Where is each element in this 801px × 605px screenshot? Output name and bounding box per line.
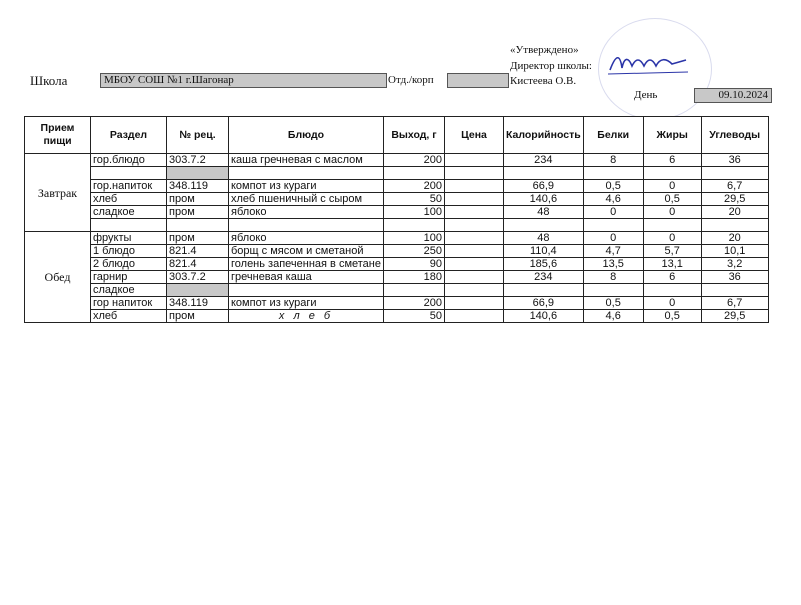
cell-rec: пром	[167, 310, 229, 323]
table-row	[25, 193, 769, 206]
cell-kcal: 234	[503, 154, 583, 167]
cell-rec: пром	[167, 193, 229, 206]
cell-kcal	[503, 167, 583, 180]
date-field[interactable]: 09.10.2024	[694, 88, 772, 103]
cell-fat: 6	[643, 271, 701, 284]
table-row	[25, 154, 769, 167]
table-row	[25, 258, 769, 271]
cell-protein: 0	[583, 232, 643, 245]
cell-yield	[383, 219, 444, 232]
cell-protein: 8	[583, 271, 643, 284]
col-header-protein: Белки	[583, 117, 643, 154]
cell-yield: 50	[383, 193, 444, 206]
cell-carbs: 10,1	[701, 245, 768, 258]
cell-protein: 0	[583, 206, 643, 219]
signature-icon	[606, 50, 690, 78]
cell-rec: пром	[167, 232, 229, 245]
col-header-kcal: Калорийность	[503, 117, 583, 154]
cell-yield: 250	[383, 245, 444, 258]
cell-section: хлеб	[91, 193, 167, 206]
cell-dish: компот из кураги	[229, 297, 384, 310]
col-header-meal: Прием пищи	[25, 117, 91, 154]
cell-fat: 0,5	[643, 310, 701, 323]
cell-protein	[583, 284, 643, 297]
cell-price	[444, 284, 503, 297]
cell-fat: 6	[643, 154, 701, 167]
table-row	[25, 297, 769, 310]
cell-kcal: 66,9	[503, 180, 583, 193]
cell-dish: голень запеченная в сметане	[229, 258, 384, 271]
cell-fat: 0,5	[643, 193, 701, 206]
table-row	[25, 284, 769, 297]
cell-kcal: 140,6	[503, 193, 583, 206]
cell-protein: 13,5	[583, 258, 643, 271]
cell-kcal: 140,6	[503, 310, 583, 323]
cell-kcal: 185,6	[503, 258, 583, 271]
cell-yield	[383, 167, 444, 180]
cell-fat: 0	[643, 180, 701, 193]
cell-price	[444, 271, 503, 284]
cell-price	[444, 297, 503, 310]
cell-fat	[643, 219, 701, 232]
cell-kcal: 48	[503, 206, 583, 219]
cell-kcal: 66,9	[503, 297, 583, 310]
cell-yield: 180	[383, 271, 444, 284]
cell-yield: 200	[383, 154, 444, 167]
cell-fat: 0	[643, 297, 701, 310]
cell-protein: 4,6	[583, 193, 643, 206]
cell-yield: 100	[383, 206, 444, 219]
cell-section	[91, 219, 167, 232]
col-header-carbs: Углеводы	[701, 117, 768, 154]
cell-dish: яблоко	[229, 206, 384, 219]
cell-carbs	[701, 219, 768, 232]
cell-price	[444, 232, 503, 245]
meal-breakfast: Завтрак	[25, 154, 91, 232]
cell-yield: 200	[383, 297, 444, 310]
cell-section: фрукты	[91, 232, 167, 245]
col-header-section: Раздел	[91, 117, 167, 154]
cell-price	[444, 258, 503, 271]
col-header-price: Цена	[444, 117, 503, 154]
cell-rec	[167, 167, 229, 180]
table-row	[25, 219, 769, 232]
cell-section	[91, 167, 167, 180]
cell-kcal: 110,4	[503, 245, 583, 258]
cell-fat: 13,1	[643, 258, 701, 271]
cell-rec: пром	[167, 206, 229, 219]
table-row	[25, 245, 769, 258]
cell-yield: 50	[383, 310, 444, 323]
cell-section: гор.напиток	[91, 180, 167, 193]
cell-kcal	[503, 284, 583, 297]
cell-fat: 0	[643, 206, 701, 219]
cell-price	[444, 167, 503, 180]
cell-dish: хлеб пшеничный с сыром	[229, 193, 384, 206]
menu-table	[24, 116, 769, 323]
dept-field[interactable]	[447, 73, 509, 88]
cell-dish	[229, 284, 384, 297]
cell-protein	[583, 219, 643, 232]
cell-dish: компот из кураги	[229, 180, 384, 193]
cell-carbs: 36	[701, 154, 768, 167]
table-row	[25, 310, 769, 323]
cell-fat	[643, 167, 701, 180]
table-row	[25, 206, 769, 219]
table-row	[25, 271, 769, 284]
cell-protein: 0,5	[583, 297, 643, 310]
school-label: Школа	[30, 73, 68, 88]
cell-rec: 303.7.2	[167, 271, 229, 284]
school-name-field[interactable]: МБОУ СОШ №1 г.Шагонар	[100, 73, 387, 88]
cell-rec: 303.7.2	[167, 154, 229, 167]
cell-carbs: 20	[701, 206, 768, 219]
director-name: Кистеева О.В.	[510, 75, 577, 87]
col-header-fat: Жиры	[643, 117, 701, 154]
director-label: Директор школы:	[510, 60, 592, 72]
col-header-recipe: № рец.	[167, 117, 229, 154]
cell-kcal: 234	[503, 271, 583, 284]
table-row	[25, 180, 769, 193]
cell-rec	[167, 219, 229, 232]
cell-carbs	[701, 167, 768, 180]
cell-yield: 200	[383, 180, 444, 193]
cell-section: 1 блюдо	[91, 245, 167, 258]
cell-dish: борщ с мясом и сметаной	[229, 245, 384, 258]
cell-carbs: 36	[701, 271, 768, 284]
cell-section: гор напиток	[91, 297, 167, 310]
cell-carbs: 29,5	[701, 310, 768, 323]
table-row	[25, 232, 769, 245]
cell-dish: яблоко	[229, 232, 384, 245]
cell-protein	[583, 167, 643, 180]
cell-carbs: 3,2	[701, 258, 768, 271]
cell-dish	[229, 219, 384, 232]
cell-section: сладкое	[91, 284, 167, 297]
cell-yield	[383, 284, 444, 297]
cell-fat: 5,7	[643, 245, 701, 258]
cell-price	[444, 245, 503, 258]
approved-label: «Утверждено»	[510, 44, 579, 56]
cell-kcal: 48	[503, 232, 583, 245]
day-label: День	[634, 89, 658, 101]
cell-price	[444, 193, 503, 206]
cell-kcal	[503, 219, 583, 232]
cell-rec: 348.119	[167, 180, 229, 193]
table-header-row	[25, 117, 769, 154]
cell-dish: х л е б	[229, 310, 384, 323]
meal-lunch: Обед	[25, 232, 91, 323]
cell-fat: 0	[643, 232, 701, 245]
cell-rec: 348.119	[167, 297, 229, 310]
col-header-yield: Выход, г	[383, 117, 444, 154]
cell-section: гор.блюдо	[91, 154, 167, 167]
cell-section: хлеб	[91, 310, 167, 323]
cell-yield: 100	[383, 232, 444, 245]
cell-section: 2 блюдо	[91, 258, 167, 271]
cell-fat	[643, 284, 701, 297]
cell-price	[444, 219, 503, 232]
cell-price	[444, 180, 503, 193]
cell-protein: 4,6	[583, 310, 643, 323]
cell-section: гарнир	[91, 271, 167, 284]
cell-carbs: 20	[701, 232, 768, 245]
cell-dish: каша гречневая с маслом	[229, 154, 384, 167]
cell-protein: 0,5	[583, 180, 643, 193]
cell-section: сладкое	[91, 206, 167, 219]
cell-dish	[229, 167, 384, 180]
cell-carbs: 6,7	[701, 297, 768, 310]
col-header-dish: Блюдо	[229, 117, 384, 154]
table-row	[25, 167, 769, 180]
cell-dish: гречневая каша	[229, 271, 384, 284]
cell-price	[444, 206, 503, 219]
cell-protein: 8	[583, 154, 643, 167]
cell-rec: 821.4	[167, 245, 229, 258]
cell-yield: 90	[383, 258, 444, 271]
cell-protein: 4,7	[583, 245, 643, 258]
cell-rec: 821.4	[167, 258, 229, 271]
cell-price	[444, 154, 503, 167]
dept-label: Отд./корп	[388, 74, 434, 86]
cell-carbs	[701, 284, 768, 297]
cell-carbs: 6,7	[701, 180, 768, 193]
cell-rec	[167, 284, 229, 297]
cell-carbs: 29,5	[701, 193, 768, 206]
cell-price	[444, 310, 503, 323]
